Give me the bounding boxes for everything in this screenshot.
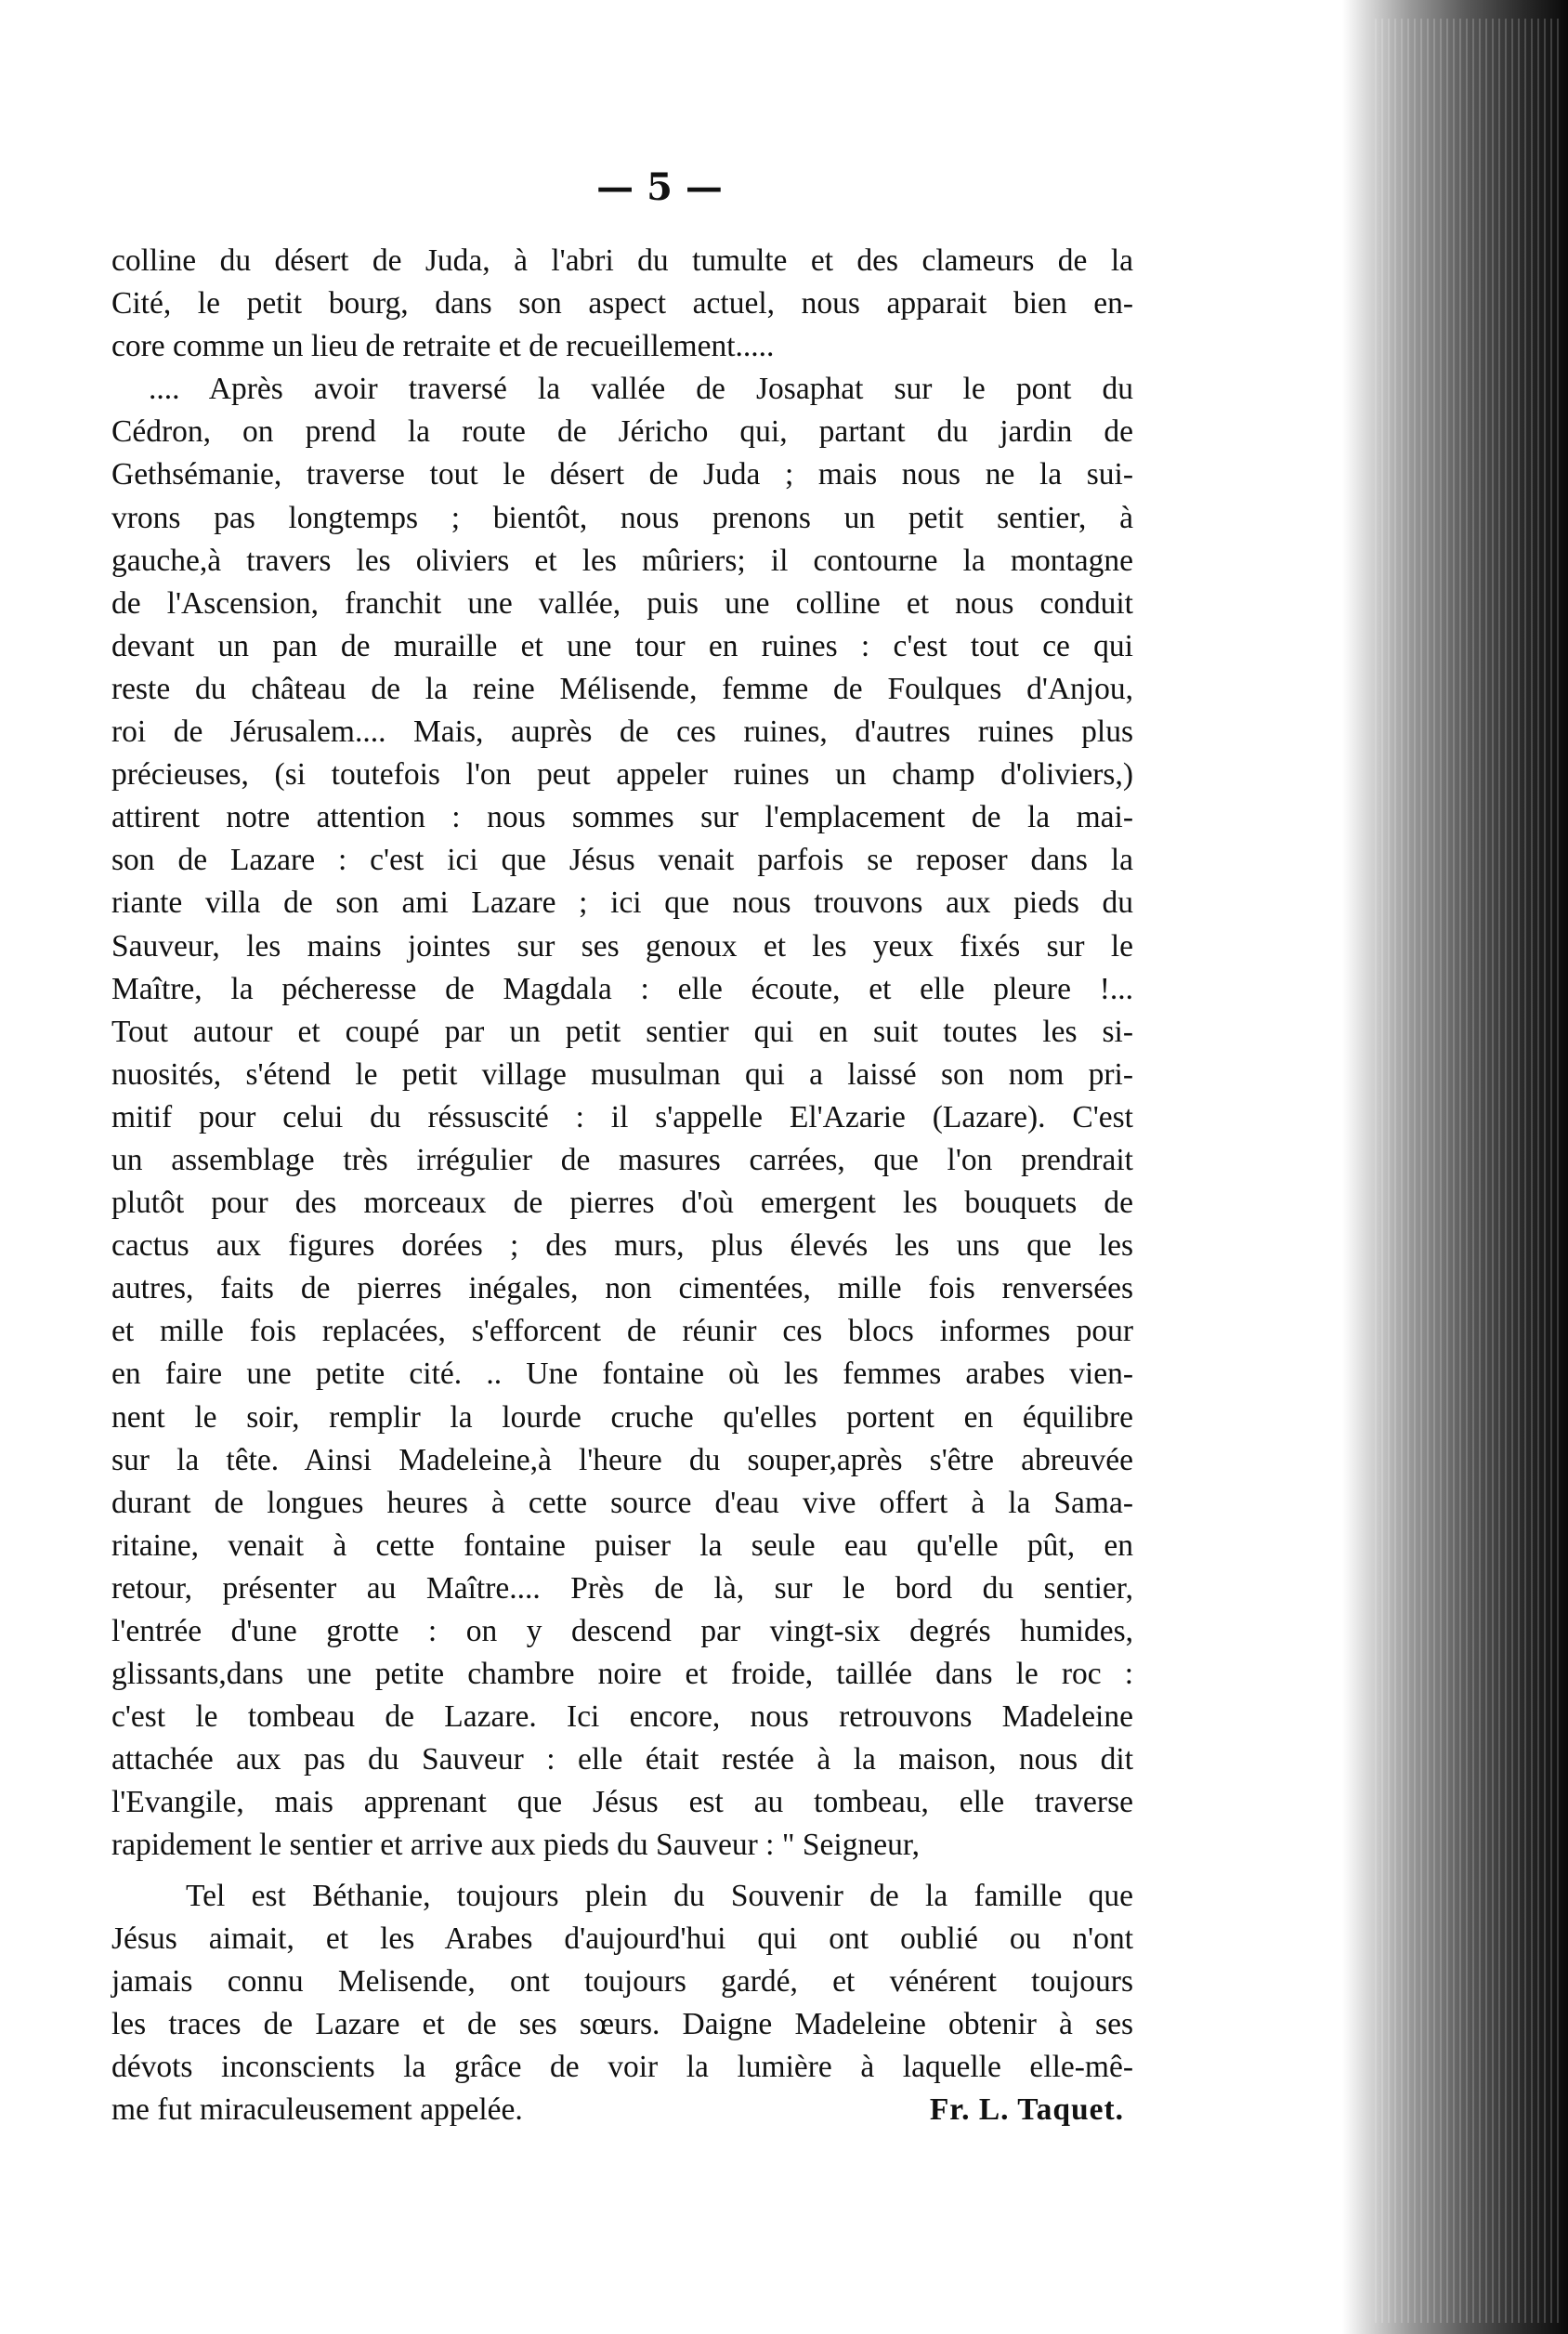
text-line: rapidement le sentier et arrive aux pieds du Sauveur : " Seigneur, (111, 1828, 921, 1863)
text-line: Tout autour et coupé par un petit sentier qui en suit toutes les si- (111, 1014, 1133, 1049)
text-line: roi de Jérusalem.... Mais, auprès de ces ruines, d'autres ruines plus (111, 715, 1133, 750)
text-line: Gethsémanie, traverse tout le désert de Juda ; mais nous ne la sui- (111, 457, 1133, 492)
text-line: sur la tête. Ainsi Madeleine,à l'heure du souper,après s'être abreuvée (111, 1442, 1133, 1477)
text-line: attachée aux pas du Sauveur : elle était restée à la maison, nous dit (111, 1742, 1133, 1777)
text-line: dévots inconscients la grâce de voir la lumière à laquelle elle-mê- (111, 2049, 1133, 2084)
text-line: Cité, le petit bourg, dans son aspect actuel, nous apparait bien en- (111, 286, 1133, 321)
page-edge-texture (1375, 19, 1561, 2323)
text-line: l'entrée d'une grotte : on y descend par vingt-six degrés humides, (111, 1614, 1133, 1648)
text-line: attirent notre attention : nous sommes sur l'emplacement de la mai- (111, 800, 1133, 835)
text-line: gauche,à travers les oliviers et les mûriers; il contourne la montagne (111, 543, 1133, 578)
text-line: plutôt pour des morceaux de pierres d'où emergent les bouquets de (111, 1186, 1133, 1221)
text-line: son de Lazare : c'est ici que Jésus venait parfois se reposer dans la (111, 843, 1133, 878)
text-line: me fut miraculeusement appelée. (111, 2092, 523, 2128)
text-line: nuosités, s'étend le petit village musulman qui a laissé son nom pri- (111, 1056, 1133, 1092)
text-line: c'est le tombeau de Lazare. Ici encore, nous retrouvons Madeleine (111, 1699, 1133, 1735)
text-line: reste du château de la reine Mélisende, femme de Foulques d'Anjou, (111, 671, 1133, 706)
text-line: de l'Ascension, franchit une vallée, puis une colline et nous conduit (111, 585, 1133, 621)
text-line: en faire une petite cité. .. Une fontaine où les femmes arabes vien- (111, 1357, 1133, 1392)
text-line: Tel est Béthanie, toujours plein du Souvenir de la famille que (186, 1878, 1133, 1913)
text-line: vrons pas longtemps ; bientôt, nous prenons un petit sentier, à (111, 500, 1133, 535)
text-line: et mille fois replacées, s'efforcent de réunir ces blocs informes pour (111, 1314, 1133, 1349)
text-line: core comme un lieu de retraite et de recueillement..... (111, 329, 775, 364)
text-line: glissants,dans une petite chambre noire et froide, taillée dans le roc : (111, 1657, 1133, 1692)
text-line: autres, faits de pierres inégales, non cimentées, mille fois renversées (111, 1271, 1133, 1306)
text-line: retour, présenter au Maître.... Près de là, sur le bord du sentier, (111, 1570, 1133, 1606)
text-line: précieuses, (si toutefois l'on peut appeler ruines un champ d'oliviers,) (111, 757, 1133, 793)
text-line: durant de longues heures à cette source d'eau vive offert à la Sama- (111, 1485, 1133, 1520)
text-line: riante villa de son ami Lazare ; ici que nous trouvons aux pieds du (111, 885, 1133, 921)
closing-line (111, 2089, 1133, 2131)
text-line: Jésus aimait, et les Arabes d'aujourd'hui qui ont oublié ou n'ont (111, 1921, 1133, 1956)
text-line: Sauveur, les mains jointes sur ses genoux et les yeux fixés sur le (111, 928, 1133, 964)
text-line: un assemblage très irrégulier de masures carrées, que l'on prendrait (111, 1142, 1133, 1177)
text-line: l'Evangile, mais apprenant que Jésus est au tombeau, elle traverse (111, 1785, 1133, 1820)
text-line: nent le soir, remplir la lourde cruche qu'elles portent en équilibre (111, 1399, 1133, 1435)
body-text (111, 240, 1133, 2131)
text-line: cactus aux figures dorées ; des murs, plus élevés les uns que les (111, 1228, 1133, 1264)
text-line: ritaine, venait à cette fontaine puiser la seule eau qu'elle pût, en (111, 1528, 1133, 1563)
text-line: colline du désert de Juda, à l'abri du tumulte et des clameurs de la (111, 243, 1133, 278)
text-line: mitif pour celui du réssuscité : il s'appelle El'Azarie (Lazare). C'est (111, 1099, 1133, 1134)
text-line: les traces de Lazare et de ses sœurs. Daigne Madeleine obtenir à ses (111, 2006, 1133, 2041)
text-line: Cédron, on prend la route de Jéricho qui, partant du jardin de (111, 414, 1133, 450)
text-line: .... Après avoir traversé la vallée de Josaphat sur le pont du (149, 372, 1133, 407)
text-line: devant un pan de muraille et une tour en ruines : c'est tout ce qui (111, 628, 1133, 663)
text-line: jamais connu Melisende, ont toujours gardé, et vénérent toujours (111, 1963, 1133, 1999)
text-line: Maître, la pécheresse de Magdala : elle écoute, et elle pleure !... (111, 971, 1133, 1006)
author-signature: Fr. L. Taquet. (929, 2092, 1124, 2128)
page-number: — 5 — (596, 165, 723, 209)
